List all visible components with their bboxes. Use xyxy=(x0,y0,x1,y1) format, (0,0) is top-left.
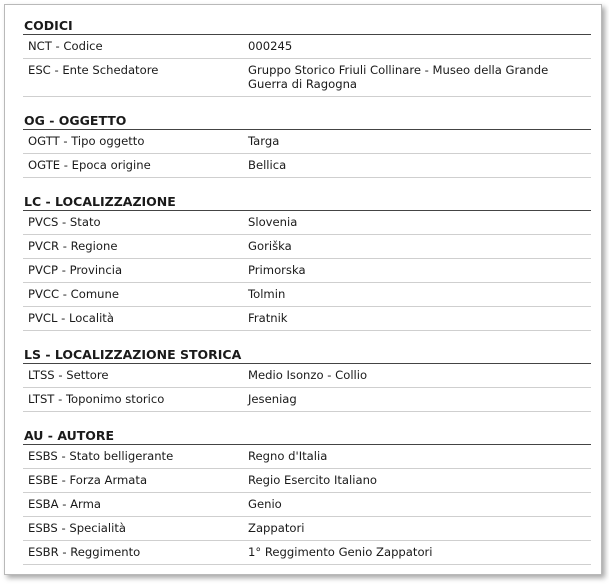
table-row xyxy=(23,307,591,331)
table-row xyxy=(23,364,591,388)
field-label: ESC - Ente Schedatore xyxy=(28,63,159,77)
field-label: PVCS - Stato xyxy=(28,215,101,229)
field-label: ESBE - Forza Armata xyxy=(28,473,148,487)
field-label: PVCL - Località xyxy=(28,311,114,325)
table-row xyxy=(23,211,591,235)
field-value: Fratnik xyxy=(248,311,288,325)
field-value: Bellica xyxy=(248,158,287,172)
section-oggetto xyxy=(23,113,591,178)
field-label: ESBR - Reggimento xyxy=(28,545,141,559)
field-value: Goriška xyxy=(248,239,292,253)
section-title: LS - LOCALIZZAZIONE STORICA xyxy=(23,347,591,364)
field-value: Tolmin xyxy=(248,287,286,301)
field-label: ESBS - Stato belligerante xyxy=(28,449,174,463)
table-row xyxy=(23,154,591,178)
record-card xyxy=(4,4,602,575)
field-label: OGTT - Tipo oggetto xyxy=(28,134,145,148)
table-row xyxy=(23,388,591,412)
section-title: LC - LOCALIZZAZIONE xyxy=(23,194,591,211)
field-value: 000245 xyxy=(248,39,293,53)
field-value: Zappatori xyxy=(248,521,305,535)
field-value: Slovenia xyxy=(248,215,298,229)
table-row xyxy=(23,59,591,97)
field-value: Genio xyxy=(248,497,282,511)
field-value: Jeseniag xyxy=(248,392,297,406)
table-row xyxy=(23,235,591,259)
field-label: PVCP - Provincia xyxy=(28,263,123,277)
section-localizzazione-storica xyxy=(23,347,591,412)
section-title: AU - AUTORE xyxy=(23,428,591,445)
section-title: OG - OGGETTO xyxy=(23,113,591,130)
section-title: CODICI xyxy=(23,18,591,35)
field-value: Regio Esercito Italiano xyxy=(248,473,378,487)
table-row xyxy=(23,541,591,565)
field-label: PVCC - Comune xyxy=(28,287,119,301)
field-value: Gruppo Storico Friuli Collinare - Museo della Grande Guerra di Ragogna xyxy=(248,63,549,91)
table-row xyxy=(23,35,591,59)
field-label: PVCR - Regione xyxy=(28,239,118,253)
field-label: LTST - Toponimo storico xyxy=(28,392,165,406)
table-row xyxy=(23,259,591,283)
section-localizzazione xyxy=(23,194,591,331)
field-label: ESBS - Specialità xyxy=(28,521,126,535)
section-codici xyxy=(23,18,591,97)
field-value: Regno d'Italia xyxy=(248,449,328,463)
field-value: Medio Isonzo - Collio xyxy=(248,368,368,382)
field-value: Targa xyxy=(248,134,280,148)
table-row xyxy=(23,130,591,154)
field-value: 1° Reggimento Genio Zappatori xyxy=(248,545,433,559)
table-row xyxy=(23,445,591,469)
field-label: ESBA - Arma xyxy=(28,497,102,511)
table-row xyxy=(23,469,591,493)
field-label: LTSS - Settore xyxy=(28,368,109,382)
field-value: Primorska xyxy=(248,263,306,277)
record-content xyxy=(23,18,591,565)
field-label: OGTE - Epoca origine xyxy=(28,158,151,172)
section-autore xyxy=(23,428,591,565)
table-row xyxy=(23,517,591,541)
table-row xyxy=(23,493,591,517)
table-row xyxy=(23,283,591,307)
field-label: NCT - Codice xyxy=(28,39,103,53)
